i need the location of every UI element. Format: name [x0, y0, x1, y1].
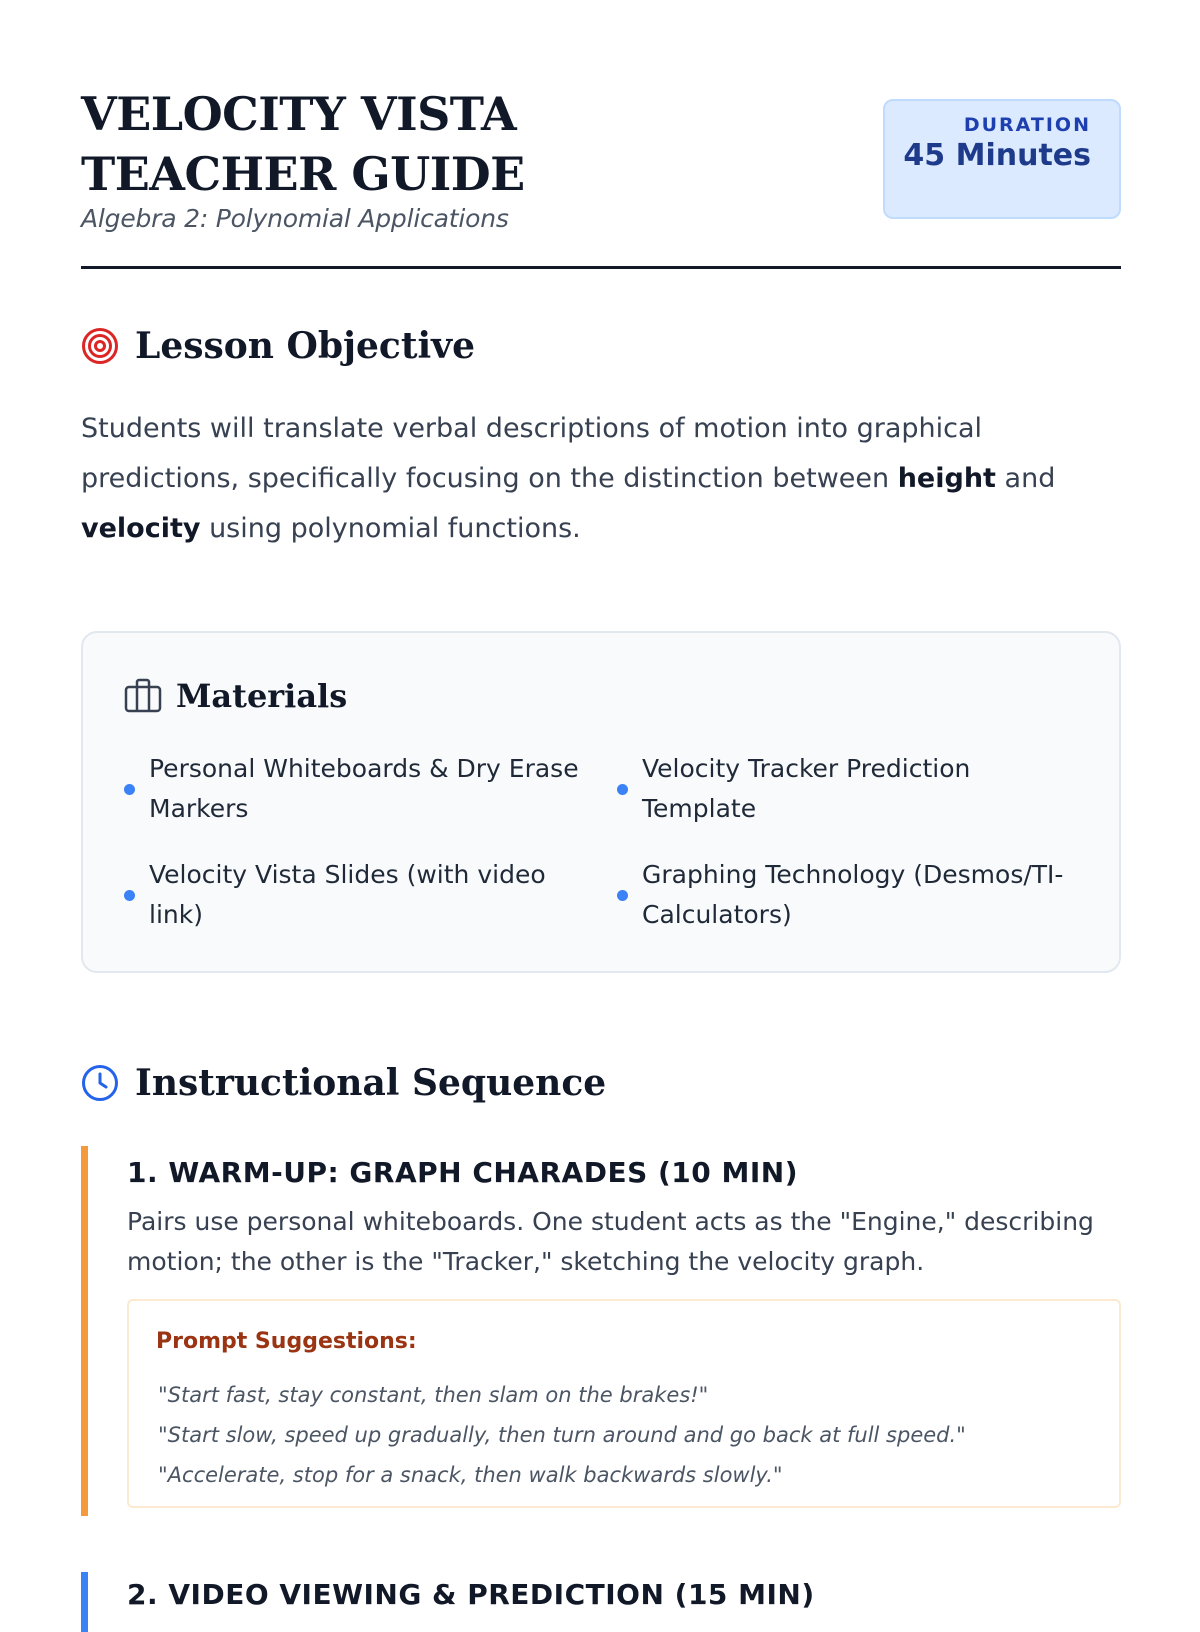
- objective-text-part: and: [995, 463, 1056, 494]
- prompt-suggestion: "Start fast, stay constant, then slam on the brakes!": [158, 1383, 709, 1407]
- materials-card: [81, 631, 1121, 973]
- briefcase-icon: [124, 677, 162, 715]
- step-title: 2. VIDEO VIEWING & PREDICTION (15 MIN): [127, 1578, 815, 1611]
- objective-heading-label: Lesson Objective: [135, 325, 475, 367]
- materials-item: [124, 855, 584, 935]
- sequence-step-video: [81, 1572, 1121, 1632]
- objective-term-height: height: [897, 463, 996, 494]
- sequence-heading: [81, 1062, 606, 1104]
- materials-heading-label: Materials: [176, 677, 348, 715]
- objective-heading: [81, 325, 475, 367]
- objective-text-part: Students will translate verbal descriptions of motion into graphical predictions, specifically focusing on the distinction between: [81, 413, 983, 494]
- materials-heading: [124, 677, 347, 715]
- sequence-heading-label: Instructional Sequence: [135, 1062, 607, 1104]
- duration-value: 45 Minutes: [903, 138, 1091, 173]
- header-divider: [81, 266, 1121, 269]
- materials-item: [617, 855, 1077, 935]
- guide-header: [81, 0, 1121, 270]
- materials-item-label: Graphing Technology (Desmos/TI-Calculators): [642, 860, 1064, 929]
- clock-icon: [81, 1064, 119, 1102]
- prompt-suggestions-title: Prompt Suggestions:: [156, 1329, 417, 1354]
- bullet-dot-icon: [617, 890, 628, 901]
- page-title: VELOCITY VISTA TEACHER GUIDE: [81, 87, 525, 201]
- materials-item-label: Velocity Tracker Prediction Template: [642, 754, 971, 823]
- objective-text-part: using polynomial functions.: [200, 513, 581, 544]
- objective-text: [81, 404, 1121, 554]
- page-subtitle: Algebra 2: Polynomial Applications: [81, 204, 509, 233]
- target-icon: [81, 327, 119, 365]
- prompt-suggestions-list: [158, 1375, 966, 1495]
- sequence-step-warmup: [81, 1146, 1121, 1516]
- step-description: Pairs use personal whiteboards. One student acts as the "Engine," describing motion; the other is the "Tracker," sketching the velocity graph.: [127, 1207, 1094, 1276]
- duration-label: DURATION: [963, 114, 1091, 136]
- teacher-guide-page: [81, 0, 1121, 1611]
- bullet-dot-icon: [617, 784, 628, 795]
- prompt-suggestions-box: [127, 1299, 1121, 1508]
- materials-item: [124, 749, 584, 829]
- objective-term-velocity: velocity: [81, 513, 201, 544]
- duration-badge: [883, 99, 1121, 219]
- materials-item: [617, 749, 1077, 829]
- bullet-dot-icon: [124, 890, 135, 901]
- prompt-suggestion: "Start slow, speed up gradually, then turn around and go back at full speed.": [158, 1423, 966, 1447]
- prompt-suggestion: "Accelerate, stop for a snack, then walk backwards slowly.": [158, 1463, 783, 1487]
- bullet-dot-icon: [124, 784, 135, 795]
- step-title: 1. WARM-UP: GRAPH CHARADES (10 MIN): [127, 1156, 799, 1189]
- materials-item-label: Personal Whiteboards & Dry Erase Markers: [149, 754, 579, 823]
- materials-item-label: Velocity Vista Slides (with video link): [149, 860, 546, 929]
